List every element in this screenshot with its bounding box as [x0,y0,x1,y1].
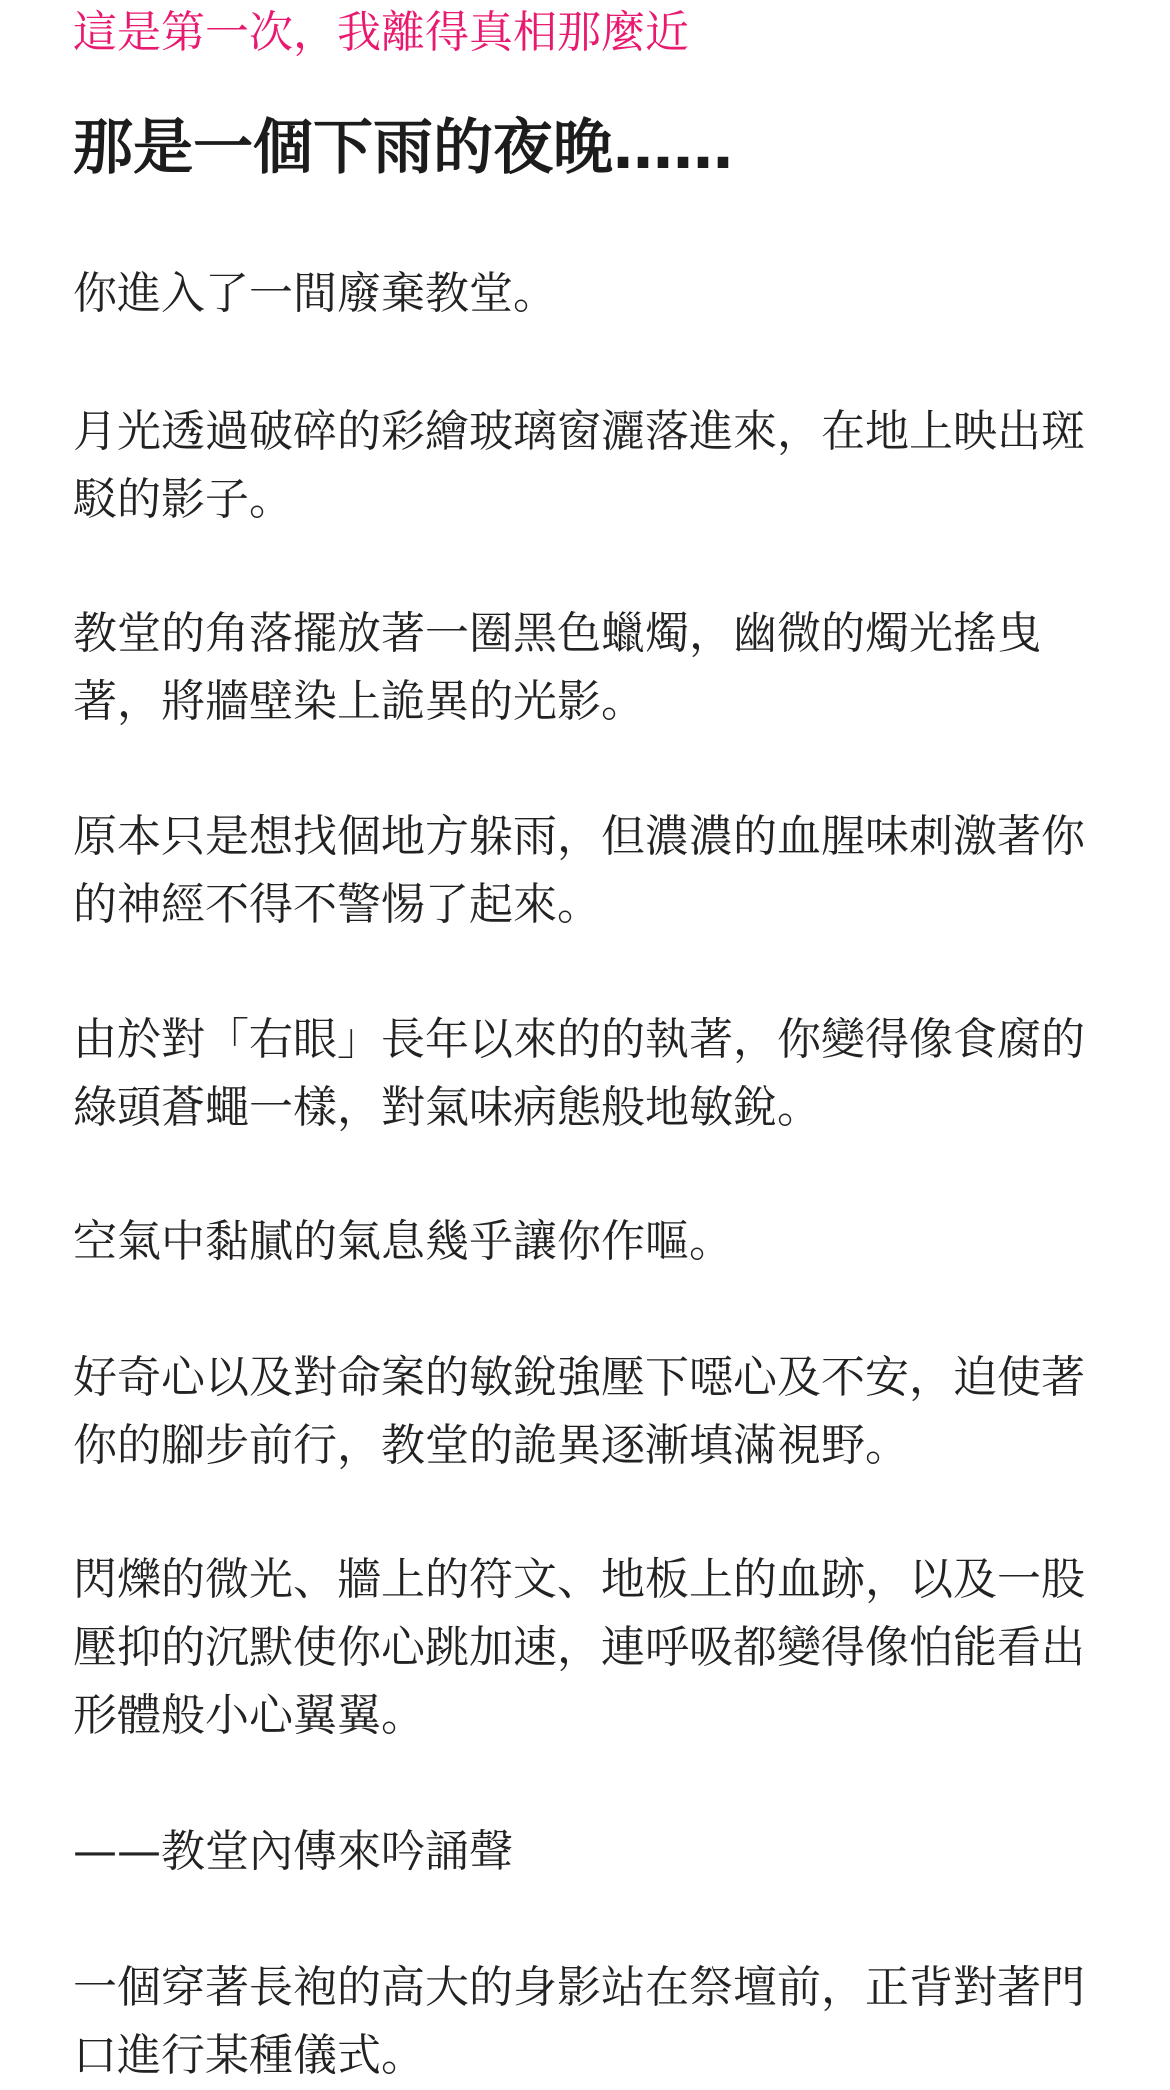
chapter-title: 那是一個下雨的夜晚…… [73,113,733,183]
story-paragraph-7: 好奇心以及對命案的敏銳強壓下噁心及不安，迫使著你的腳步前行，教堂的詭異逐漸填滿視野。 [73,1352,1085,1471]
chapter-subtitle: 這是第一次，我離得真相那麼近 [73,7,689,58]
story-paragraph-4: 原本只是想找個地方躲雨，但濃濃的血腥味刺激著你的神經不得不警惕了起來。 [73,811,1085,930]
story-paragraph-2: 月光透過破碎的彩繪玻璃窗灑落進來，在地上映出斑駁的影子。 [73,406,1085,525]
story-paragraph-10: 一個穿著長袍的高大的身影站在祭壇前，正背對著門口進行某種儀式。 [73,1962,1085,2081]
story-paragraph-3: 教堂的角落擺放著一圈黑色蠟燭，幽微的燭光搖曳著，將牆壁染上詭異的光影。 [73,608,1041,727]
story-paragraph-8: 閃爍的微光、牆上的符文、地板上的血跡，以及一股壓抑的沉默使你心跳加速，連呼吸都變得像怕能看出形體般小心翼翼。 [73,1554,1085,1741]
story-paragraph-6: 空氣中黏膩的氣息幾乎讓你作嘔。 [73,1216,733,1267]
story-paragraph-5: 由於對「右眼」長年以來的的執著，你變得像食腐的綠頭蒼蠅一樣，對氣味病態般地敏銳。 [73,1014,1085,1133]
story-paragraph-1: 你進入了一間廢棄教堂。 [73,268,557,319]
story-paragraph-9: ——教堂內傳來吟誦聲 [73,1826,513,1877]
